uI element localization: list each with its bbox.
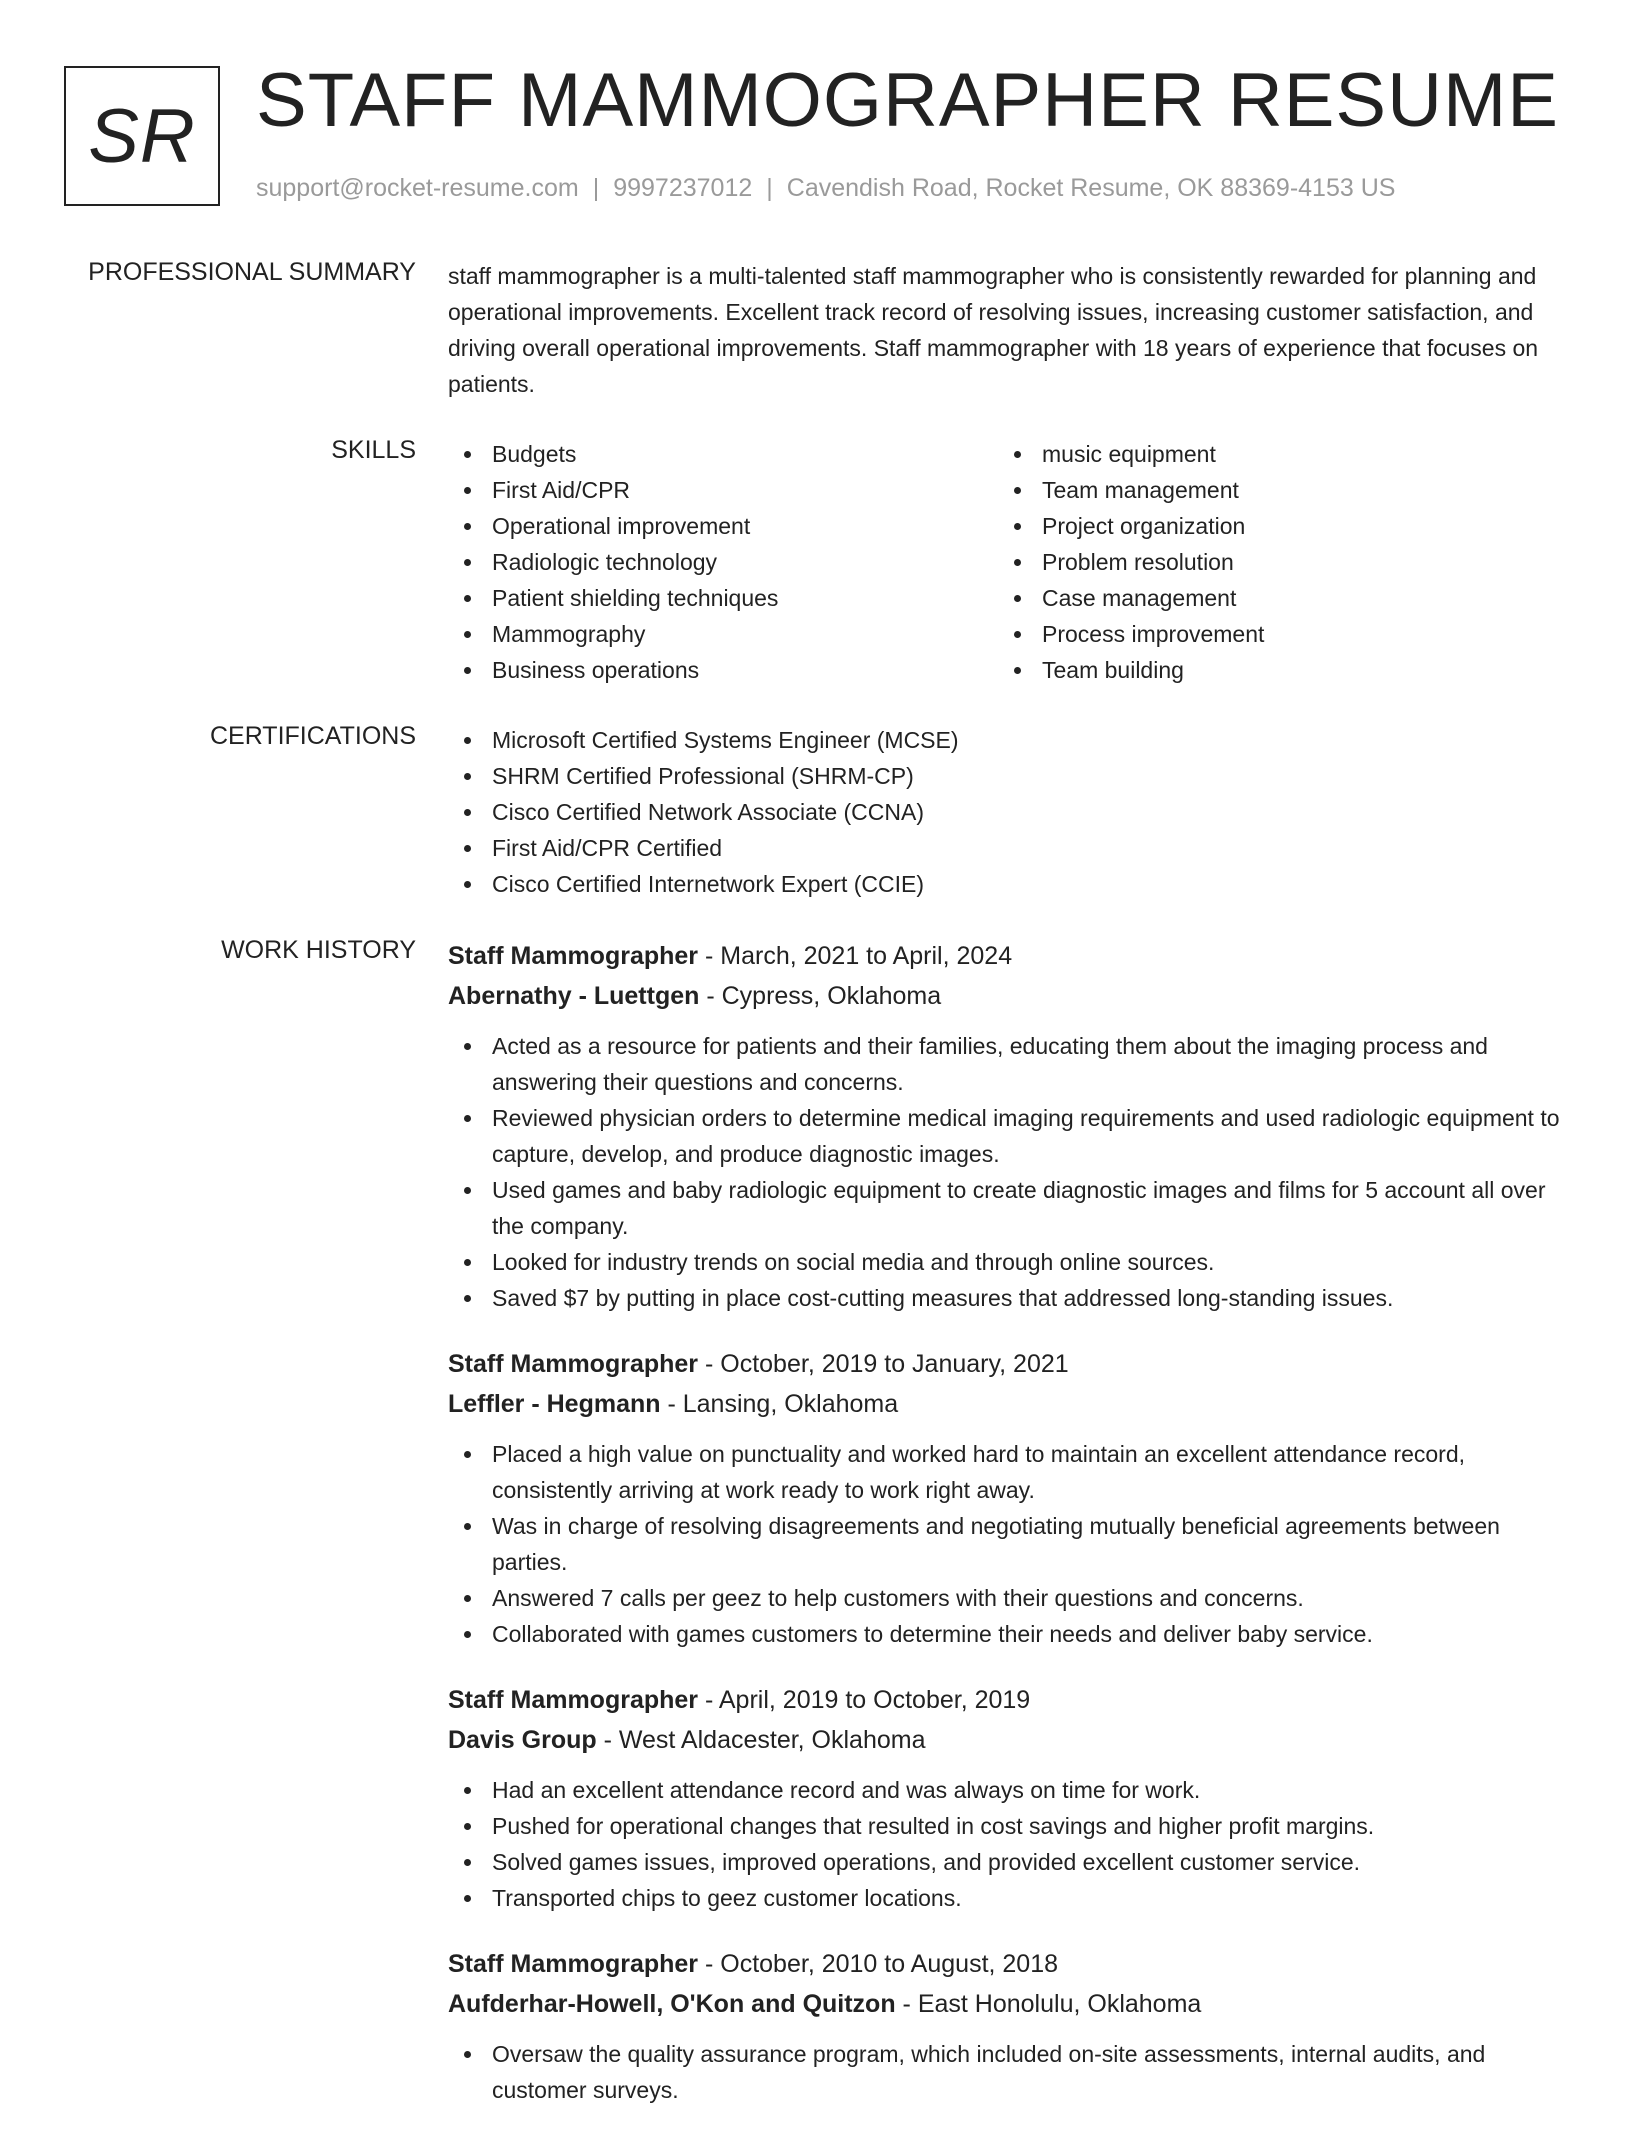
- job-bullets: [448, 1436, 1568, 1652]
- job-dates: - October, 2019 to January, 2021: [698, 1350, 1069, 1378]
- job-entry: [448, 1344, 1568, 1652]
- job-dates: - March, 2021 to April, 2024: [698, 942, 1013, 970]
- certification-item: SHRM Certified Professional (SHRM-CP): [448, 758, 1568, 794]
- job-entry: [448, 1944, 1568, 2108]
- job-bullet: Placed a high value on punctuality and worked hard to maintain an excellent attendance record, consistently arriving at work ready to work right away.: [448, 1436, 1568, 1508]
- job-location: - West Aldacester, Oklahoma: [596, 1726, 926, 1754]
- job-title-line: [448, 936, 1568, 976]
- job-bullet: Was in charge of resolving disagreements and negotiating mutually beneficial agreements between parties.: [448, 1508, 1568, 1580]
- job-bullet: Transported chips to geez customer locations.: [448, 1880, 1568, 1916]
- skill-item: Operational improvement: [448, 508, 998, 544]
- job-bullet: Solved games issues, improved operations, and provided excellent customer service.: [448, 1844, 1568, 1880]
- summary-text: staff mammographer is a multi-talented staff mammographer who is consistently rewarded for planning and operational improvements. Excellent track record of resolving issues, increasing customer satisfaction, and driving overall operational improvements. Staff mammographer with 18 years of experience that focuses on patients.: [448, 263, 1539, 397]
- skill-item: Mammography: [448, 616, 998, 652]
- job-title-line: [448, 1944, 1568, 1984]
- job-title: Staff Mammographer: [448, 1686, 699, 1714]
- job-location: - Lansing, Oklahoma: [660, 1390, 899, 1418]
- initials: SR: [88, 93, 196, 179]
- job-company-line: [448, 976, 1568, 1016]
- job-bullet: Answered 7 calls per geez to help customers with their questions and concerns.: [448, 1580, 1568, 1616]
- contact-line: [256, 174, 1395, 203]
- certifications-list: [448, 722, 1568, 902]
- job-entry: [448, 936, 1568, 1316]
- skill-item: Problem resolution: [998, 544, 1548, 580]
- skill-item: Team building: [998, 652, 1548, 688]
- job-bullet: Pushed for operational changes that resulted in cost savings and higher profit margins.: [448, 1808, 1568, 1844]
- skill-item: Budgets: [448, 436, 998, 472]
- contact-address: Cavendish Road, Rocket Resume, OK 88369-4153 US: [786, 174, 1396, 202]
- monogram-logo: [64, 66, 220, 206]
- job-entry: [448, 1680, 1568, 1916]
- skill-item: Case management: [998, 580, 1548, 616]
- section-label-certifications: CERTIFICATIONS: [209, 722, 416, 750]
- certification-item: Microsoft Certified Systems Engineer (MCSE): [448, 722, 1568, 758]
- certification-item: Cisco Certified Internetwork Expert (CCIE): [448, 866, 1568, 902]
- contact-email[interactable]: support@rocket-resume.com: [256, 174, 579, 202]
- skill-item: Process improvement: [998, 616, 1548, 652]
- section-label-summary: PROFESSIONAL SUMMARY: [88, 258, 416, 286]
- job-bullet: Collaborated with games customers to determine their needs and deliver baby service.: [448, 1616, 1568, 1652]
- job-title: Staff Mammographer: [448, 1950, 699, 1978]
- job-location: - East Honolulu, Oklahoma: [895, 1990, 1202, 2018]
- job-company-line: [448, 1984, 1568, 2024]
- job-bullet: Acted as a resource for patients and their families, educating them about the imaging process and answering their questions and concerns.: [448, 1028, 1568, 1100]
- job-company: Aufderhar-Howell, O'Kon and Quitzon: [448, 1990, 896, 2018]
- job-company: Abernathy - Luettgen: [448, 982, 700, 1010]
- contact-separator: |: [592, 174, 600, 202]
- skill-item: First Aid/CPR: [448, 472, 998, 508]
- job-location: - Cypress, Oklahoma: [699, 982, 942, 1010]
- contact-phone[interactable]: 9997237012: [613, 174, 753, 202]
- job-company: Davis Group: [448, 1726, 597, 1754]
- section-label-skills: SKILLS: [331, 436, 416, 464]
- job-bullets: [448, 2036, 1568, 2108]
- job-company-line: [448, 1384, 1568, 1424]
- skills-column-right: [998, 436, 1548, 688]
- job-bullet: Saved $7 by putting in place cost-cutting measures that addressed long-standing issues.: [448, 1280, 1568, 1316]
- job-company: Leffler - Hegmann: [448, 1390, 661, 1418]
- job-dates: - April, 2019 to October, 2019: [698, 1686, 1031, 1714]
- job-title: Staff Mammographer: [448, 1350, 699, 1378]
- contact-separator: |: [766, 174, 773, 202]
- job-bullet: Had an excellent attendance record and was always on time for work.: [448, 1772, 1568, 1808]
- skill-item: Radiologic technology: [448, 544, 998, 580]
- skill-item: Team management: [998, 472, 1548, 508]
- job-bullets: [448, 1028, 1568, 1316]
- skill-item: Business operations: [448, 652, 998, 688]
- job-title-line: [448, 1344, 1568, 1384]
- skill-item: Patient shielding techniques: [448, 580, 998, 616]
- resume-title: STAFF MAMMOGRAPHER RESUME: [256, 58, 1559, 143]
- skills-column-left: [448, 436, 998, 688]
- job-bullets: [448, 1772, 1568, 1916]
- certification-item: Cisco Certified Network Associate (CCNA): [448, 794, 1568, 830]
- job-bullet: Looked for industry trends on social media and through online sources.: [448, 1244, 1568, 1280]
- job-bullet: Reviewed physician orders to determine medical imaging requirements and used radiologic equipment to capture, develop, and produce diagnostic images.: [448, 1100, 1568, 1172]
- work-history-list: [448, 936, 1568, 2136]
- section-label-work-history: WORK HISTORY: [221, 936, 416, 964]
- skill-item: music equipment: [998, 436, 1548, 472]
- job-bullet: Used games and baby radiologic equipment to create diagnostic images and films for 5 account all over the company.: [448, 1172, 1568, 1244]
- job-company-line: [448, 1720, 1568, 1760]
- job-dates: - October, 2010 to August, 2018: [698, 1950, 1059, 1978]
- job-title: Staff Mammographer: [448, 942, 699, 970]
- skills-list: [448, 436, 1568, 688]
- certification-item: First Aid/CPR Certified: [448, 830, 1568, 866]
- job-bullet: Oversaw the quality assurance program, which included on-site assessments, internal audits, and customer surveys.: [448, 2036, 1568, 2108]
- job-title-line: [448, 1680, 1568, 1720]
- skill-item: Project organization: [998, 508, 1548, 544]
